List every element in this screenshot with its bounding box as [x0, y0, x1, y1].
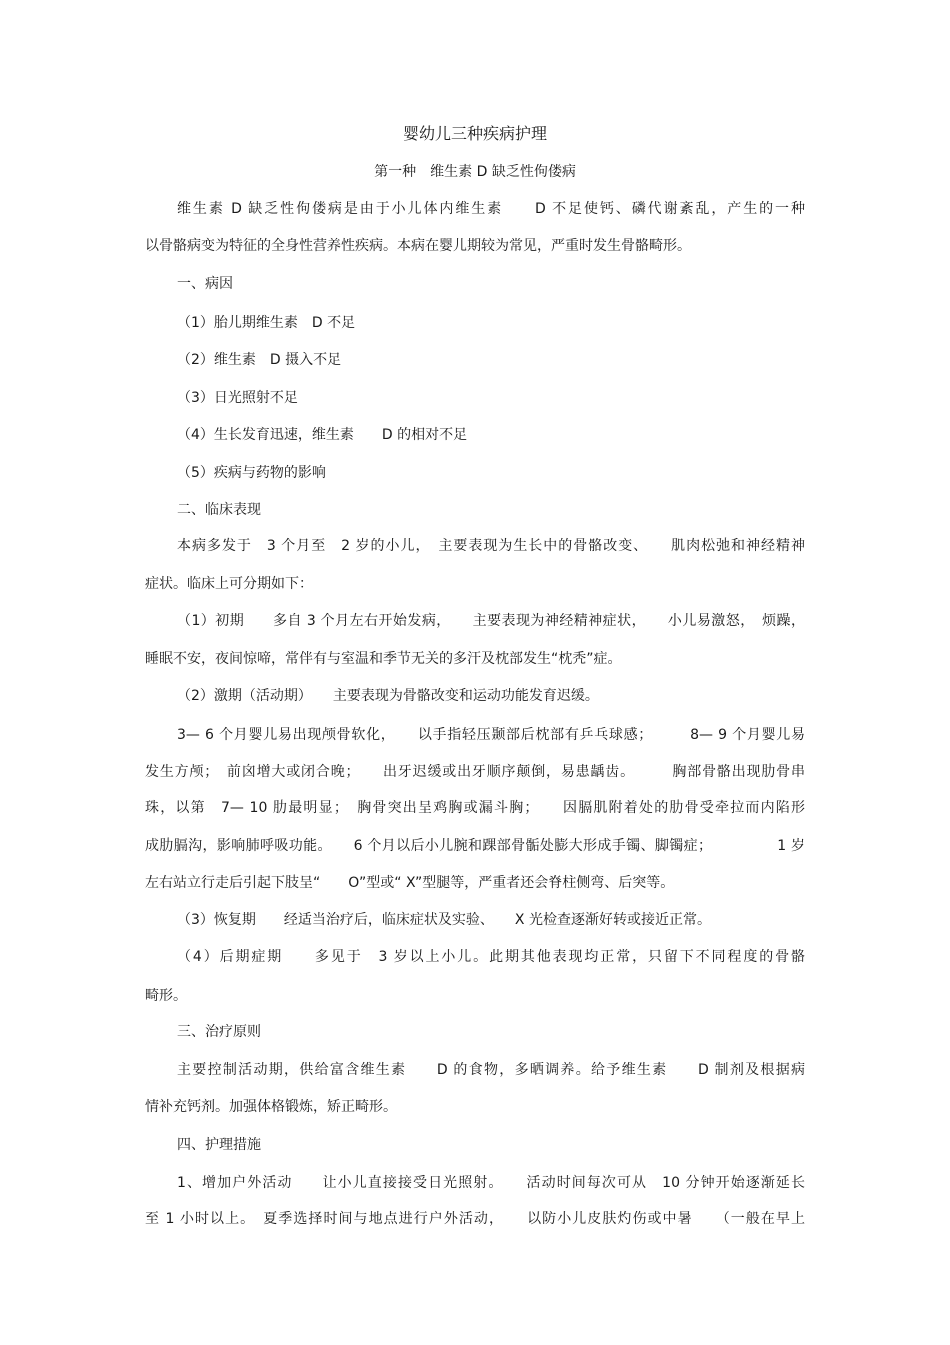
paragraph-line: （3）恢复期 经适当治疗后，临床症状及实验、 X 光检查逐渐好转或接近正常。: [177, 912, 711, 928]
paragraph-line: 症状。临床上可分期如下：: [145, 576, 313, 592]
paragraph-line: 3— 6 个月婴儿易出现颅骨软化， 以手指轻压颞部后枕部有乒乓球感； 8— 9 个月婴儿易: [177, 727, 805, 743]
list-item: （2）维生素 D 摄入不足: [177, 352, 342, 368]
paragraph-line: 以骨骼病变为特征的全身性营养性疾病。本病在婴儿期较为常见，严重时发生骨骼畸形。: [145, 238, 691, 254]
paragraph-line: 左右站立行走后引起下肢呈“ O”型或“ X”型腿等，严重者还会脊柱侧弯、后突等。: [145, 875, 675, 891]
paragraph-line: （1）初期 多自 3 个月左右开始发病， 主要表现为神经精神症状， 小儿易激怒， 烦躁，: [177, 613, 805, 629]
paragraph-line: 畸形。: [145, 988, 187, 1004]
paragraph-line: 至 1 小时以上。 夏季选择时间与地点进行户外活动， 以防小儿皮肤灼伤或中暑 （一般在早上: [145, 1211, 805, 1227]
section-heading: 一、病因: [177, 276, 233, 292]
paragraph-line: 发生方颅； 前囟增大或闭合晚； 出牙迟缓或出牙顺序颠倒，易患龋齿。 胸部骨骼出现肋骨串: [145, 764, 805, 780]
paragraph-line: （4）后期症期 多见于 3 岁以上小儿。此期其他表现均正常，只留下不同程度的骨骼: [177, 949, 805, 965]
list-item: （3）日光照射不足: [177, 390, 298, 406]
paragraph-line: 珠，以第 7— 10 肋最明显； 胸骨突出呈鸡胸或漏斗胸； 因膈肌附着处的肋骨受牵拉而内陷形: [145, 800, 805, 816]
section-subtitle: 第一种 维生素 D 缺乏性佝偻病: [374, 164, 576, 180]
paragraph-line: 1、增加户外活动 让小儿直接接受日光照射。 活动时间每次可从 10 分钟开始逐渐延长: [177, 1175, 805, 1191]
paragraph-line: 主要控制活动期，供给富含维生素 D 的食物，多晒调养。给予维生素 D 制剂及根据病: [177, 1062, 805, 1078]
paragraph-line: 本病多发于 3 个月至 2 岁的小儿， 主要表现为生长中的骨骼改变、 肌肉松弛和神经精神: [177, 538, 805, 554]
paragraph-line: 情补充钙剂。加强体格锻炼，矫正畸形。: [145, 1099, 397, 1115]
section-heading: 四、护理措施: [177, 1137, 261, 1153]
document-title: 婴幼儿三种疾病护理: [402, 124, 547, 143]
paragraph-line: 成肋膈沟，影响肺呼吸功能。 6 个月以后小儿腕和踝部骨骺处膨大形成手镯、脚镯症； 1 岁: [145, 838, 805, 854]
list-item: （5）疾病与药物的影响: [177, 465, 326, 481]
section-heading: 三、治疗原则: [177, 1024, 261, 1040]
list-item: （4）生长发育迅速，维生素 D 的相对不足: [177, 427, 468, 443]
paragraph-line: （2）激期（活动期） 主要表现为骨骼改变和运动功能发育迟缓。: [177, 688, 599, 704]
section-heading: 二、临床表现: [177, 502, 261, 518]
paragraph-line: 睡眠不安，夜间惊啼，常伴有与室温和季节无关的多汗及枕部发生“枕秃”症。: [145, 651, 622, 667]
paragraph-line: 维生素 D 缺乏性佝偻病是由于小儿体内维生素 D 不足使钙、磷代谢紊乱，产生的一种: [177, 201, 805, 217]
list-item: （1）胎儿期维生素 D 不足: [177, 315, 356, 331]
